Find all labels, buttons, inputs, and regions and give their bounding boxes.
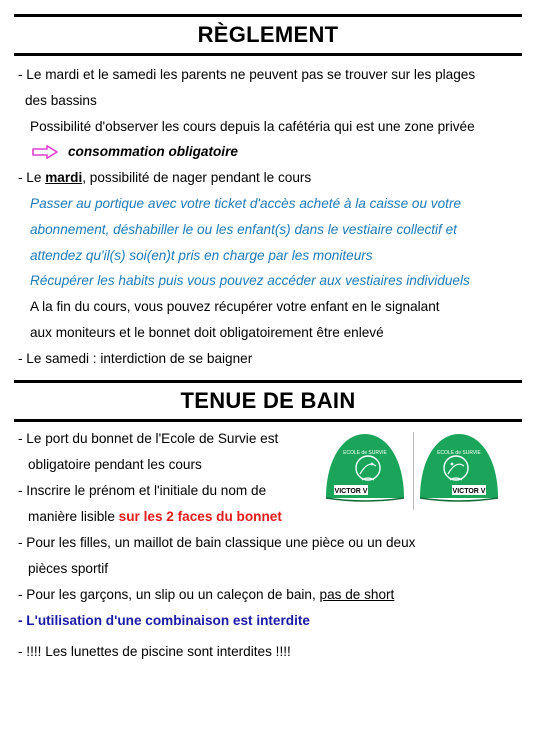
reglement-line-10: A la fin du cours, vous pouvez récupérer votre enfant en le signalant (30, 299, 440, 314)
swim-cap-image-right (416, 430, 502, 508)
svg-text:VICTOR V: VICTOR V (452, 488, 486, 495)
reglement-line-2: des bassins (25, 93, 97, 108)
section-title-tenue-de-bain: TENUE DE BAIN (14, 380, 522, 422)
swim-cap-image-left (322, 430, 408, 508)
tenue-line-8: - L'utilisation d'une combinaison est interdite (18, 613, 310, 628)
reglement-line-3: Possibilité d'observer les cours depuis la cafétéria qui est une zone privée (30, 119, 475, 134)
pas-de-short-emphasis: pas de short (319, 587, 395, 602)
reglement-line-8: attendez qu'il(s) soi(en)t pris en charge par les moniteurs (30, 248, 373, 263)
reglement-line-9: Récupérer les habits puis vous pouvez accéder aux vestiaires individuels (30, 273, 470, 288)
arrow-right-icon (32, 145, 58, 159)
mardi-emphasis: mardi (45, 170, 83, 185)
svg-text:ECOLE de SURVIE: ECOLE de SURVIE (343, 450, 387, 456)
deux-faces-emphasis: sur les 2 faces du bonnet (118, 509, 282, 524)
reglement-line-5: - Le mardi, possibilité de nager pendant le cours (18, 170, 312, 185)
reglement-line-11: aux moniteurs et le bonnet doit obligatoirement être enlevé (30, 325, 384, 340)
reglement-line-6: Passer au portique avec votre ticket d'accès acheté à la caisse ou votre (30, 196, 462, 211)
reglement-line-7: abonnement, déshabiller le ou les enfant(s) dans le vestiaire collectif et (30, 222, 457, 237)
reglement-line-4 (32, 143, 238, 161)
tenue-line-6: pièces sportif (28, 561, 109, 576)
caps-divider (413, 432, 414, 510)
tenue-line-9: - !!!! Les lunettes de piscine sont interdites !!!! (18, 644, 291, 659)
consommation-obligatoire-text: consommation obligatoire (68, 144, 238, 159)
tenue-line-4: manière lisible sur les 2 faces du bonnet (28, 509, 282, 524)
tenue-line-7: - Pour les garçons, un slip ou un caleçon de bain, pas de short (18, 587, 395, 602)
tenue-line-2: obligatoire pendant les cours (28, 457, 202, 472)
tenue-line-5: - Pour les filles, un maillot de bain classique une pièce ou un deux (18, 535, 416, 550)
tenue-line-1: - Le port du bonnet de l'Ecole de Survie est (18, 431, 279, 446)
swim-cap-icon (416, 430, 502, 508)
section-title-reglement: RÈGLEMENT (14, 14, 522, 56)
svg-text:ECOLE de SURVIE: ECOLE de SURVIE (437, 450, 481, 456)
reglement-line-1: - Le mardi et le samedi les parents ne peuvent pas se trouver sur les plages (18, 67, 476, 82)
reglement-line-12: - Le samedi : interdiction de se baigner (18, 351, 253, 366)
svg-text:VICTOR V: VICTOR V (334, 488, 368, 495)
tenue-line-3: - Inscrire le prénom et l'initiale du nom de (18, 483, 267, 498)
swim-cap-icon (322, 430, 408, 508)
